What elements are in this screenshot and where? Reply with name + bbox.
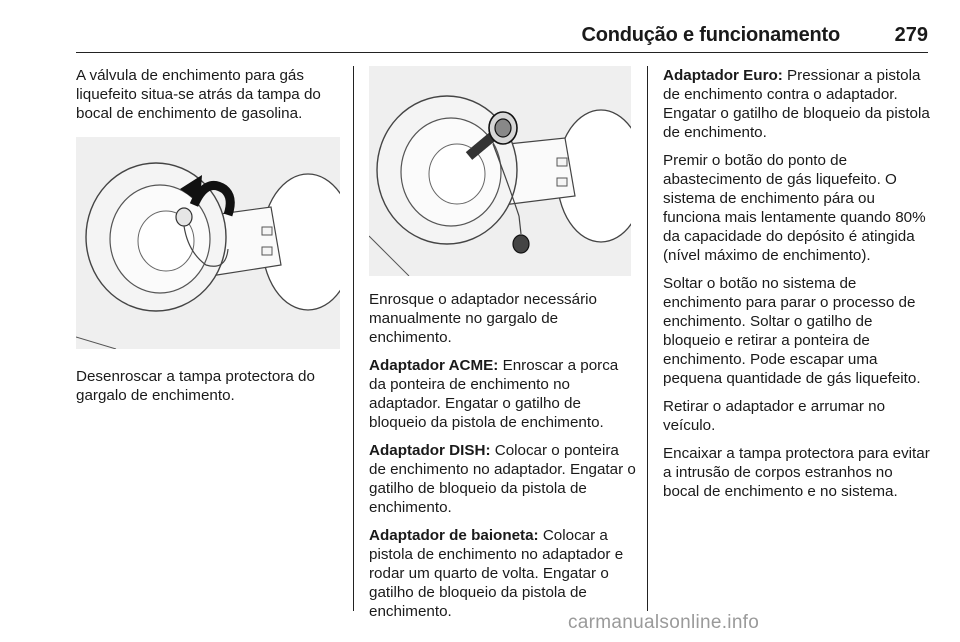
figure-unscrew-cap (76, 137, 340, 349)
euro-text: Pressionar a pistola de enchimento contra o adaptador. Engatar o gatilho de bloqueio da pistola de enchimento. (663, 67, 930, 141)
dish-text: Colocar o ponteira de enchimento no adaptador. Engatar o gatilho de bloqueio da pistola de enchimento. (369, 442, 636, 516)
figure-caption: Desenroscar a tampa protectora do gargalo de enchimento. (76, 368, 315, 404)
dish-paragraph (369, 441, 637, 517)
acme-paragraph (369, 356, 637, 432)
release-button-paragraph: Soltar o botão no sistema de enchimento para parar o processo de enchimento. Soltar o gatilho de bloqueio e retirar a ponteira de enchimento. Pode escapar uma pequena quantidade de gás liquefeito. (663, 275, 921, 387)
column-3 (663, 66, 931, 510)
refit-cap-paragraph: Encaixar a tampa protectora para evitar a intrusão de corpos estranhos no bocal de enchimento e no sistema. (663, 445, 930, 500)
adapter-illustration (369, 66, 631, 276)
fuel-door-cap-illustration (76, 137, 340, 349)
adapter-intro-paragraph: Enrosque o adaptador necessário manualmente no gargalo de enchimento. (369, 291, 597, 346)
figure-adapter (369, 66, 631, 276)
press-button-paragraph: Premir o botão do ponto de abastecimento de gás liquefeito. O sistema de enchimento pára ou funciona mais lentamente quando 80% da capacidade do depósito é atingida (nível máximo de enchimento). (663, 152, 926, 264)
column-2 (369, 66, 637, 630)
baioneta-label: Adaptador de baioneta: (369, 527, 539, 544)
dish-label: Adaptador DISH: (369, 442, 491, 459)
intro-paragraph: A válvula de enchimento para gás liquefeito situa-se atrás da tampa do bocal de enchimento de gasolina. (76, 67, 321, 122)
baioneta-paragraph (369, 526, 637, 621)
acme-label: Adaptador ACME: (369, 357, 499, 374)
column-divider-2 (647, 66, 648, 611)
watermark: carmanualsonline.info (568, 612, 760, 633)
remove-adapter-paragraph: Retirar o adaptador e arrumar no veículo. (663, 398, 886, 434)
section-title: Condução e funcionamento (581, 24, 840, 46)
euro-label: Adaptador Euro: (663, 67, 783, 84)
euro-paragraph (663, 66, 931, 142)
header-divider (76, 52, 928, 53)
column-divider-1 (353, 66, 354, 611)
page-number: 279 (894, 24, 928, 46)
baioneta-text: Colocar a pistola de enchimento no adaptador e rodar um quarto de volta. Engatar o gatilho de bloqueio da pistola de enchimento. (369, 527, 624, 620)
acme-text: Enroscar a porca da ponteira de enchimento no adaptador. Engatar o gatilho de bloqueio da pistola de enchimento. (369, 357, 619, 431)
column-1 (76, 66, 342, 414)
